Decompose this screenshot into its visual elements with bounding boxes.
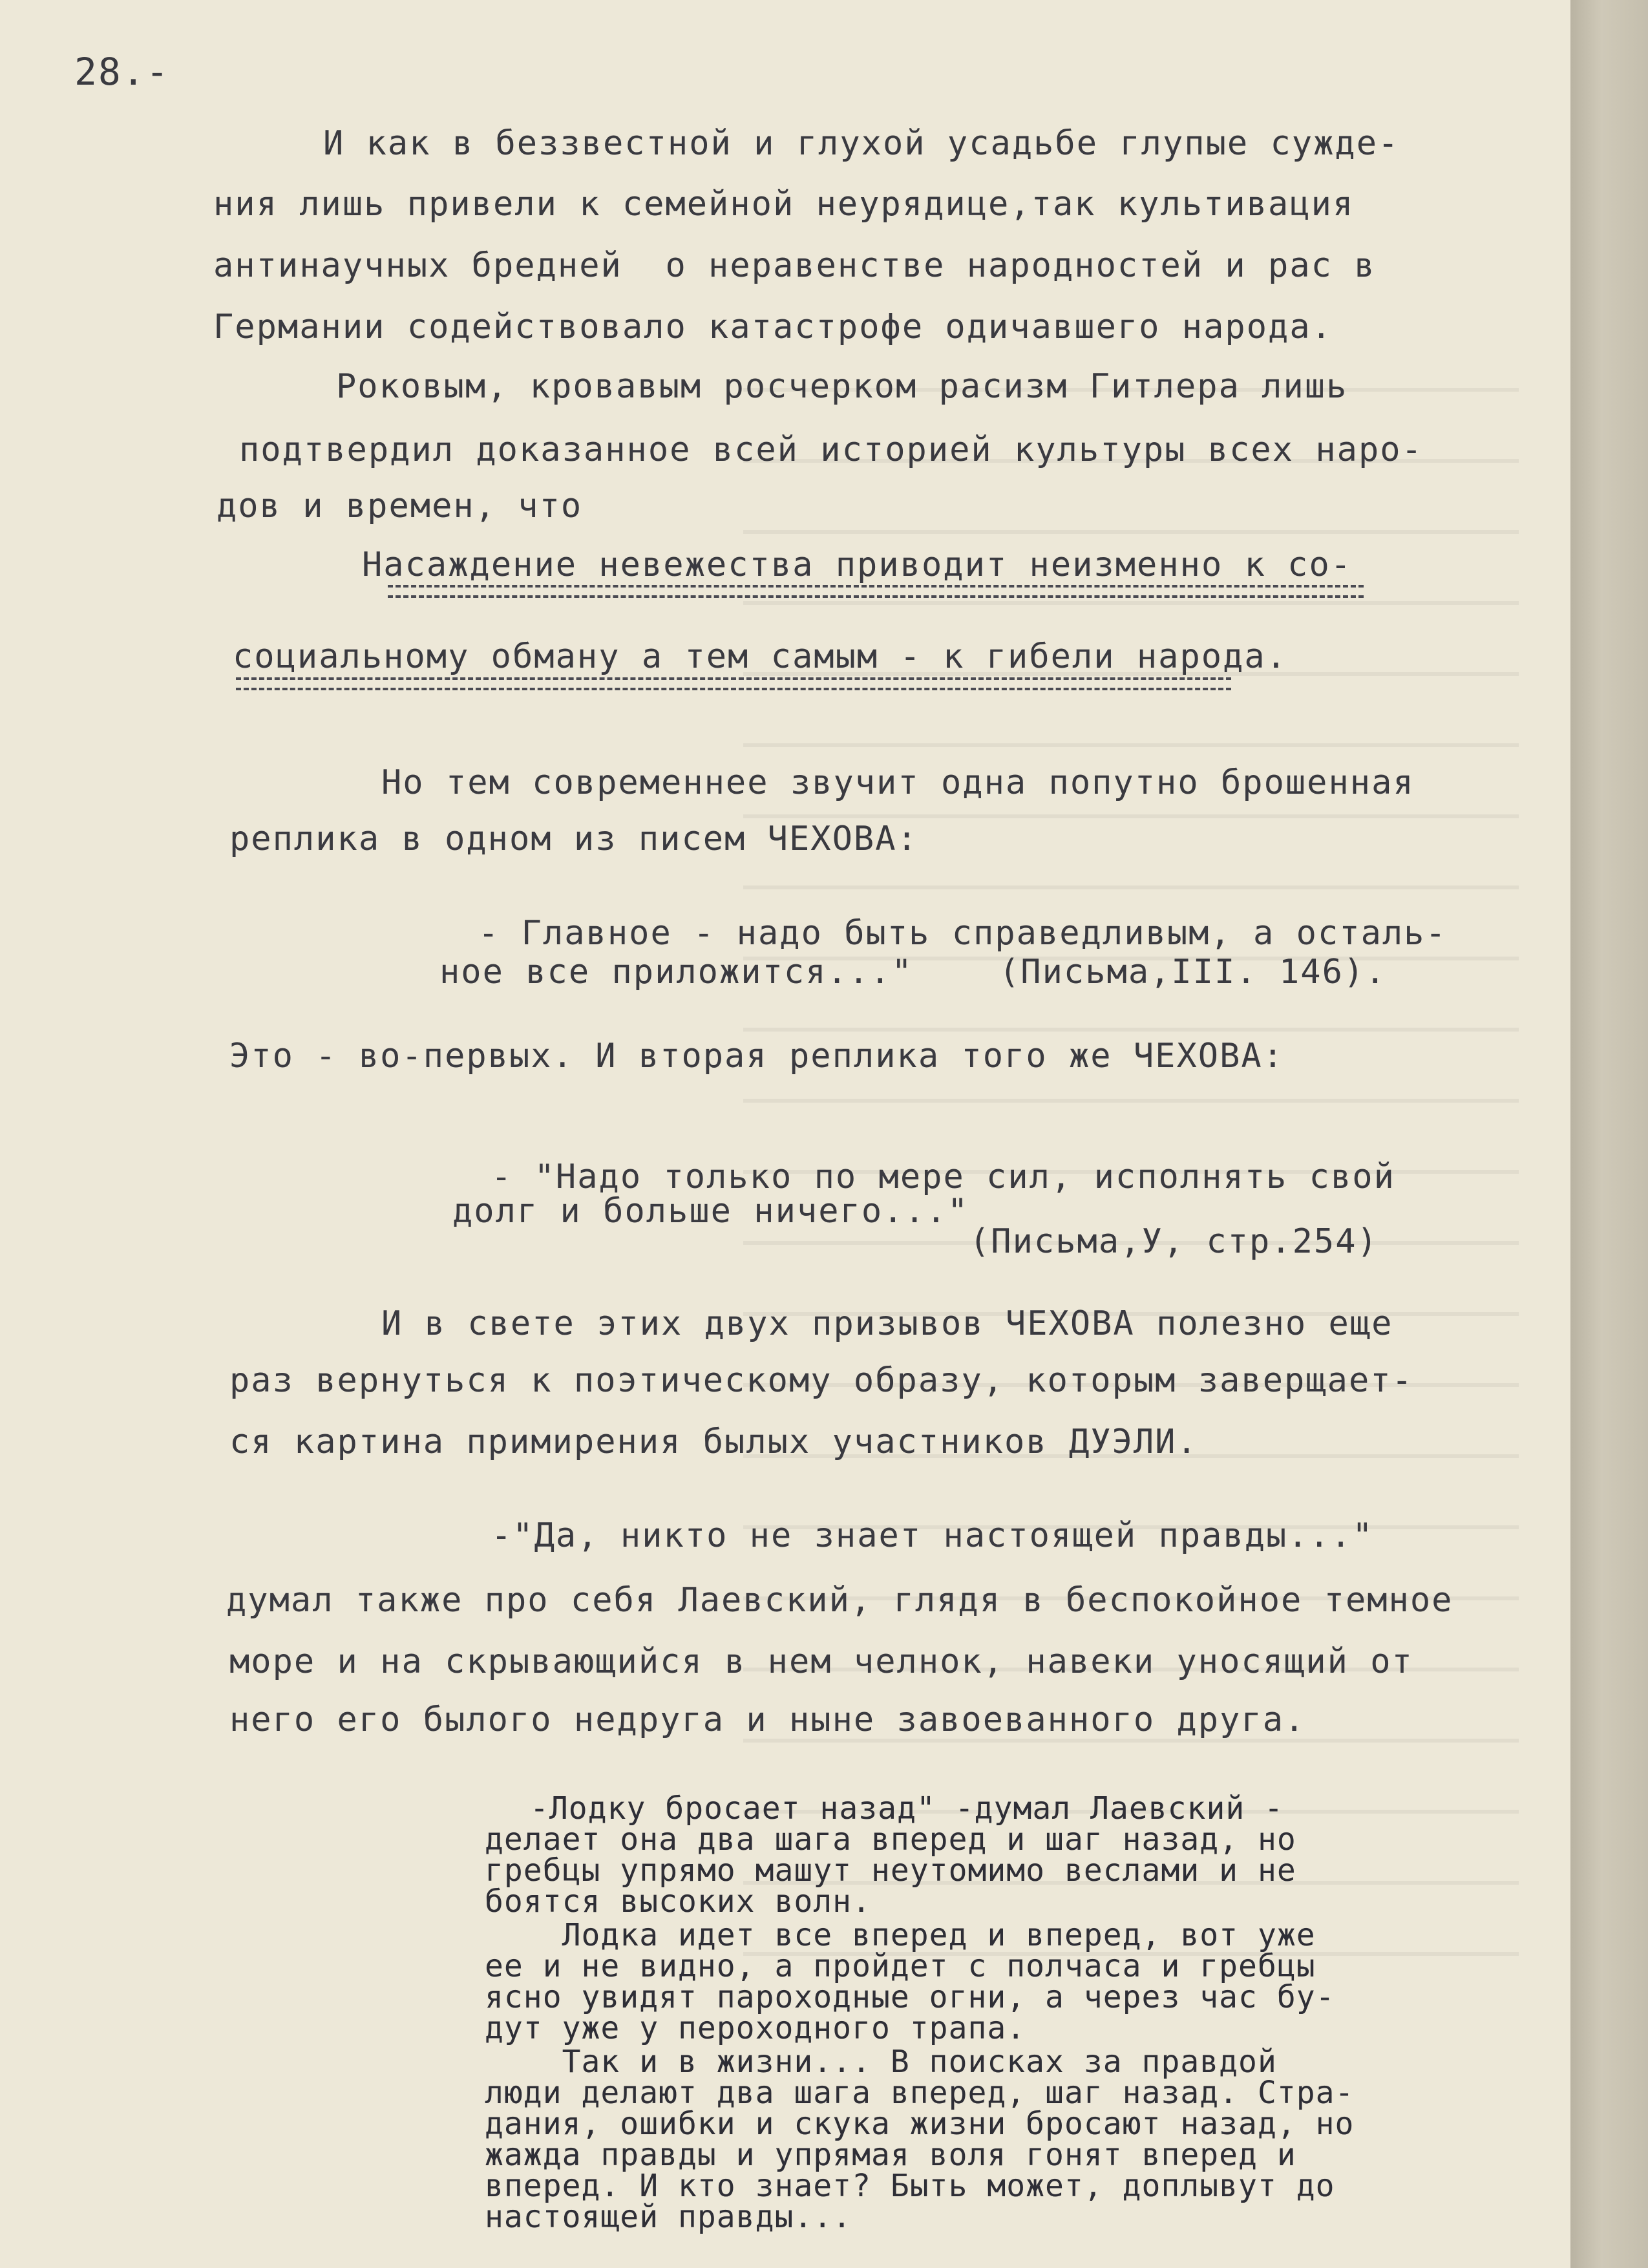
quote3-line-2: делает она два шага вперед и шаг назад, но (485, 1821, 1296, 1858)
p3-line-1: Но тем современнее звучит одна попутно брошенная (381, 763, 1415, 802)
quote3-line-1: -Лодку бросает назад" -думал Лаевский - (530, 1790, 1284, 1827)
p4-line: Это - во-первых. И вторая реплика того же ЧЕХОВА: (229, 1037, 1285, 1076)
quote3-line-4: боятся высоких волн. (485, 1883, 871, 1920)
quote3-line-5: Лодка идет все вперед и вперед, вот уже (485, 1917, 1316, 1953)
quote2-line-2: долг и больше ничего..." (452, 1192, 969, 1231)
p1-line-1: И как в беззвестной и глухой усадьбе глупые сужде- (323, 124, 1400, 163)
quote3-line-8: дут уже у пероходного трапа. (485, 2010, 1026, 2046)
page-number: 28.- (74, 50, 170, 94)
quote3-line-9: Так и в жизни... В поисках за правдой (485, 2044, 1277, 2080)
double-underline-1 (388, 585, 1364, 598)
quote3-line-11: дания, ошибки и скука жизни бросают назад, но (485, 2106, 1355, 2142)
double-underline-2 (236, 677, 1231, 690)
p1-line-3: антинаучных бредней о неравенстве народностей и рас в (213, 246, 1376, 285)
p3-line-2: реплика в одном из писем ЧЕХОВА: (229, 820, 918, 858)
quote1-line-2: ное все приложится..." (Письма,III. 146). (439, 953, 1387, 991)
quote3-line-6: ее и не видно, а пройдет с полчаса и гребцы (485, 1948, 1316, 1984)
quote3-line-14: настоящей правды... (485, 2199, 852, 2235)
p6-line-3: море и на скрывающийся в нем челнок, навеки уносящий от (229, 1642, 1413, 1681)
p2-line-2: подтвердил доказанное всей историей культуры всех наро- (239, 430, 1423, 469)
page-edge-shadow (1570, 0, 1648, 2268)
quote3-line-3: гребцы упрямо машут неутомимо веслами и не (485, 1852, 1296, 1889)
thesis-line-2: социальному обману а тем самым - к гибели народа. (233, 637, 1288, 676)
quote3-line-10: люди делают два шага вперед, шаг назад. Стра- (485, 2075, 1355, 2111)
p1-line-4: Германии содействовало катастрофе одичавшего народа. (213, 308, 1333, 346)
p5-line-2: раз вернуться к поэтическому образу, которым заверщает- (229, 1361, 1413, 1400)
quote2-line-1: - "Надо только по мере сил, исполнять свой (491, 1158, 1395, 1196)
p6-line-2: думал также про себя Лаевский, глядя в беспокойное темное (226, 1581, 1453, 1620)
p6-line-4: него его былого недруга и ныне завоеванного друга. (229, 1701, 1306, 1739)
quote1-line-1: - Главное - надо быть справедливым, а осталь- (478, 914, 1447, 953)
p2-line-1: Роковым, кровавым росчерком расизм Гитлера лишь (336, 367, 1348, 406)
p5-line-1: И в свете этих двух призывов ЧЕХОВА полезно еще (381, 1304, 1393, 1343)
p6-line-1: -"Да, никто не знает настоящей правды..." (491, 1516, 1374, 1555)
p1-line-2: ния лишь привели к семейной неурядице,так культивация (213, 185, 1355, 224)
p5-line-3: ся картина примирения былых участников ДУЭЛИ. (229, 1423, 1198, 1461)
quote2-citation: (Письма,У, стр.254) (969, 1222, 1379, 1261)
quote3-line-7: ясно увидят пароходные огни, а через час бу- (485, 1979, 1335, 2015)
quote3-line-13: вперед. И кто знает? Быть может, доплывут до (485, 2168, 1335, 2204)
thesis-line-1: Насаждение невежества приводит неизменно к со- (362, 546, 1353, 584)
quote3-line-12: жажда правды и упрямая воля гонят вперед и (485, 2137, 1296, 2173)
p2-line-3: дов и времен, что (217, 487, 583, 525)
